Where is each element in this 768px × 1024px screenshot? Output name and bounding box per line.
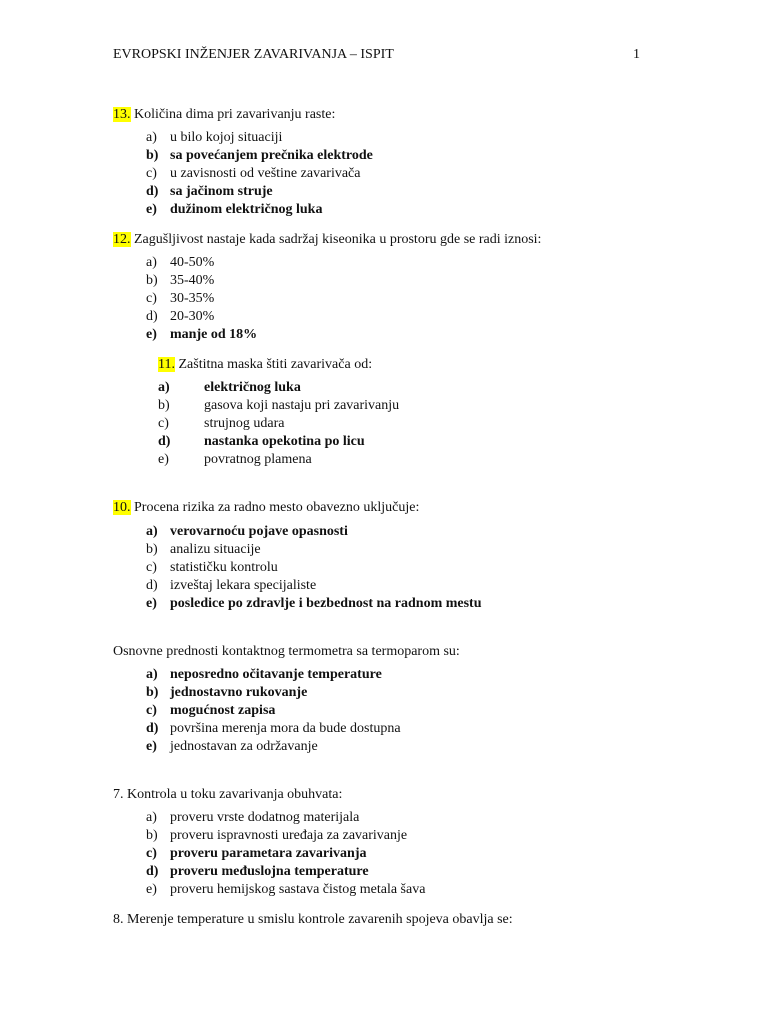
option-10-a: a) verovarnoću pojave opasnosti [146,524,348,539]
question-10 [113,499,419,517]
option-12-a: a) 40-50% [146,255,215,270]
question-11 [158,356,372,374]
option-13-c: c) u zavisnosti od veštine zavarivača [146,166,361,181]
page-header [113,47,640,65]
question-thermocouple [113,643,460,661]
option-11-a: a) električnog luka [158,380,301,395]
option-12-e: e) manje od 18% [146,327,258,342]
question-text: Kontrola u toku zavarivanja obuhvata: [127,787,343,802]
option-11-c: c) strujnog udara [158,416,285,431]
question-number: 11. [158,357,175,372]
option-13-b: b) sa povećanjem prečnika elektrode [146,148,373,163]
option-11-d: d) nastanka opekotina po licu [158,434,365,449]
option-11-b: b) gasova koji nastaju pri zavarivanju [158,398,400,413]
option-10-d: d) izveštaj lekara specijaliste [146,578,317,593]
question-number: 7. [113,787,124,802]
option-12-d: d) 20-30% [146,309,215,324]
question-13 [113,106,335,124]
question-text: Merenje temperature u smislu kontrole zavarenih spojeva obavlja se: [127,912,513,927]
option-10-c: c) statističku kontrolu [146,560,278,575]
option-13-a: a) u bilo kojoj situaciji [146,130,283,145]
question-text: Zagušljivost nastaje kada sadržaj kiseonika u prostoru gde se radi iznosi: [134,232,542,247]
option-7-d: d) proveru međuslojna temperature [146,864,369,879]
option-tc-b: b) jednostavno rukovanje [146,685,308,700]
option-13-d: d) sa jačinom struje [146,184,273,199]
option-tc-d: d) površina merenja mora da bude dostupna [146,721,401,736]
option-10-b: b) analizu situacije [146,542,261,557]
question-number: 12. [113,232,131,247]
option-7-b: b) proveru ispravnosti uređaja za zavarivanje [146,828,408,843]
option-10-e: e) posledice po zdravlje i bezbednost na radnom mestu [146,596,482,611]
question-text: Osnovne prednosti kontaktnog termometra sa termoparom su: [113,644,460,659]
question-number: 8. [113,912,124,927]
option-11-e: e) povratnog plamena [158,452,312,467]
question-text: Procena rizika za radno mesto obavezno uključuje: [134,500,420,515]
option-7-e: e) proveru hemijskog sastava čistog metala šava [146,882,426,897]
option-12-c: c) 30-35% [146,291,215,306]
question-number: 13. [113,107,131,122]
page-number: 1 [633,47,640,62]
question-text: Zaštitna maska štiti zavarivača od: [178,357,373,372]
question-text: Količina dima pri zavarivanju raste: [134,107,336,122]
option-tc-a: a) neposredno očitavanje temperature [146,667,382,682]
option-12-b: b) 35-40% [146,273,215,288]
question-12 [113,231,541,249]
option-tc-e: e) jednostavan za održavanje [146,739,318,754]
header-title: EVROPSKI INŽENJER ZAVARIVANJA – ISPIT [113,47,394,62]
option-13-e: e) dužinom električnog luka [146,202,323,217]
option-7-c: c) proveru parametara zavarivanja [146,846,367,861]
question-7 [113,786,342,804]
option-7-a: a) proveru vrste dodatnog materijala [146,810,360,825]
question-number: 10. [113,500,131,515]
question-8 [113,911,513,929]
option-tc-c: c) mogućnost zapisa [146,703,276,718]
